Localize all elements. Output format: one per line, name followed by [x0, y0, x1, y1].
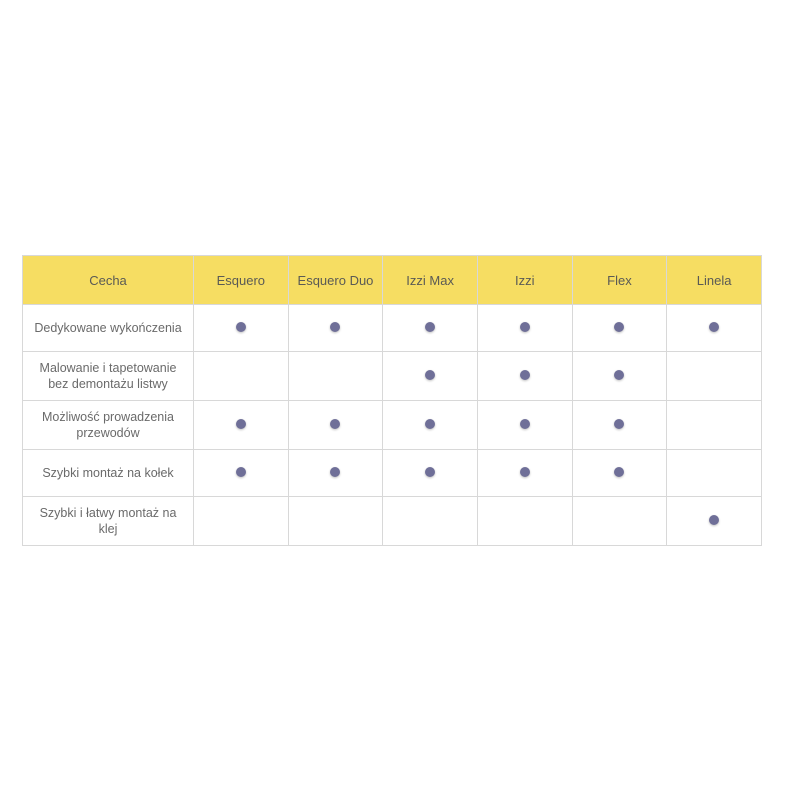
- dot-icon: [425, 419, 435, 429]
- dot-icon: [614, 370, 624, 380]
- dot-icon: [236, 322, 246, 332]
- table-header-row: [23, 256, 762, 305]
- mark-cell: [667, 450, 762, 497]
- dot-icon: [520, 419, 530, 429]
- mark-cell: [194, 450, 289, 497]
- feature-label: Możliwość prowadzenia przewodów: [23, 401, 194, 450]
- mark-cell: [572, 497, 667, 546]
- mark-cell: [667, 401, 762, 450]
- mark-cell: [194, 352, 289, 401]
- column-header-product: Izzi Max: [383, 256, 478, 305]
- mark-cell: [477, 401, 572, 450]
- mark-cell: [383, 305, 478, 352]
- dot-icon: [614, 322, 624, 332]
- mark-cell: [572, 352, 667, 401]
- dot-icon: [614, 419, 624, 429]
- dot-icon: [330, 419, 340, 429]
- dot-icon: [520, 467, 530, 477]
- feature-label: Szybki i łatwy montaż na klej: [23, 497, 194, 546]
- column-header-product: Izzi: [477, 256, 572, 305]
- dot-icon: [520, 322, 530, 332]
- mark-cell: [383, 352, 478, 401]
- comparison-table: [22, 255, 762, 546]
- dot-icon: [425, 467, 435, 477]
- mark-cell: [477, 497, 572, 546]
- table-body: [23, 305, 762, 546]
- table-row: [23, 497, 762, 546]
- column-header-feature: Cecha: [23, 256, 194, 305]
- comparison-table-container: [22, 255, 762, 546]
- mark-cell: [477, 305, 572, 352]
- dot-icon: [709, 322, 719, 332]
- dot-icon: [236, 419, 246, 429]
- mark-cell: [572, 450, 667, 497]
- dot-icon: [709, 515, 719, 525]
- dot-icon: [520, 370, 530, 380]
- dot-icon: [330, 322, 340, 332]
- mark-cell: [194, 401, 289, 450]
- table-row: [23, 305, 762, 352]
- mark-cell: [288, 305, 383, 352]
- column-header-product: Flex: [572, 256, 667, 305]
- mark-cell: [194, 305, 289, 352]
- mark-cell: [667, 305, 762, 352]
- mark-cell: [572, 401, 667, 450]
- table-row: [23, 352, 762, 401]
- mark-cell: [288, 497, 383, 546]
- feature-label: Szybki montaż na kołek: [23, 450, 194, 497]
- column-header-product: Esquero Duo: [288, 256, 383, 305]
- mark-cell: [288, 352, 383, 401]
- mark-cell: [667, 352, 762, 401]
- mark-cell: [383, 401, 478, 450]
- mark-cell: [572, 305, 667, 352]
- mark-cell: [477, 352, 572, 401]
- mark-cell: [383, 497, 478, 546]
- table-row: [23, 401, 762, 450]
- mark-cell: [288, 401, 383, 450]
- mark-cell: [288, 450, 383, 497]
- dot-icon: [236, 467, 246, 477]
- table-header: [23, 256, 762, 305]
- mark-cell: [194, 497, 289, 546]
- mark-cell: [383, 450, 478, 497]
- table-row: [23, 450, 762, 497]
- mark-cell: [477, 450, 572, 497]
- dot-icon: [425, 322, 435, 332]
- column-header-product: Esquero: [194, 256, 289, 305]
- mark-cell: [667, 497, 762, 546]
- dot-icon: [614, 467, 624, 477]
- dot-icon: [425, 370, 435, 380]
- dot-icon: [330, 467, 340, 477]
- feature-label: Dedykowane wykończenia: [23, 305, 194, 352]
- feature-label: Malowanie i tapetowanie bez demontażu listwy: [23, 352, 194, 401]
- column-header-product: Linela: [667, 256, 762, 305]
